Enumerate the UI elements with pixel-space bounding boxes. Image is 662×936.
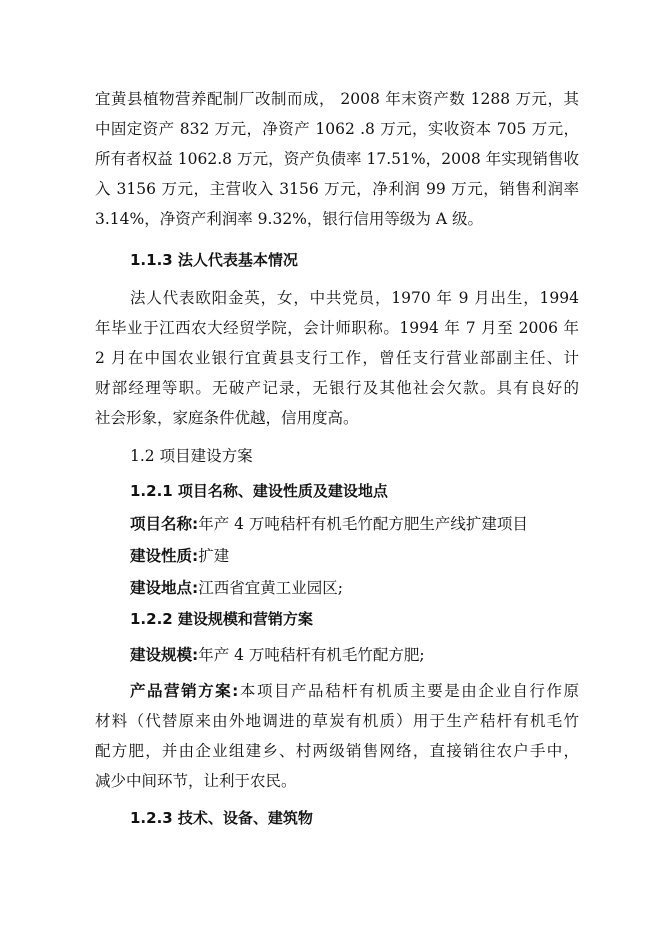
paragraph-line: 年毕业于江西农大经贸学院，会计师职称。1994 年 7 月至 2006 年	[95, 319, 579, 337]
paragraph-line: 减少中间环节，让利于农民。	[95, 772, 297, 790]
paragraph-line: 财部经理等职。无破产记录，无银行及其他社会欠款。具有良好的	[95, 379, 579, 397]
project-name-value: 年产 4 万吨秸杆有机毛竹配方肥生产线扩建项目	[198, 515, 528, 533]
paragraph-line: 宜黄县植物营养配制厂改制而成， 2008 年末资产数 1288 万元，其	[95, 90, 579, 108]
construction-scale-line	[130, 645, 425, 665]
construction-scale-value: 年产 4 万吨秸杆有机毛竹配方肥;	[198, 646, 425, 664]
section-heading-1-2-1: 1.2.1 项目名称、建设性质及建设地点	[130, 482, 388, 500]
construction-location-label: 建设地点:	[130, 579, 199, 597]
construction-scale-label: 建设规模:	[130, 646, 199, 664]
marketing-plan-label: 产品营销方案:	[130, 682, 239, 700]
construction-nature-line	[130, 546, 229, 566]
paragraph-line: 配方肥，并由企业组建乡、村两级销售网络，直接销往农户手中，	[95, 742, 579, 760]
paragraph-line: 入 3156 万元，主营收入 3156 万元，净利润 99 万元，销售利润率	[95, 180, 579, 198]
paragraph-line: 2 月在中国农业银行宜黄县支行工作，曾任支行营业部副主任、计	[95, 349, 579, 367]
paragraph-line: 所有者权益 1062.8 万元，资产负债率 17.51%，2008 年实现销售收	[95, 150, 579, 168]
section-heading-1-1-3: 1.1.3 法人代表基本情况	[130, 251, 298, 269]
marketing-plan-line	[130, 681, 579, 701]
paragraph-line: 材料（代替原来由外地调进的草炭有机质）用于生产秸杆有机毛竹	[95, 712, 579, 730]
paragraph-line: 3.14%，净资产利润率 9.32%，银行信用等级为 A 级。	[95, 210, 483, 228]
section-heading-1-2-2: 1.2.2 建设规模和营销方案	[130, 610, 313, 628]
construction-nature-value: 扩建	[198, 547, 230, 565]
project-name-label: 项目名称:	[130, 515, 199, 533]
paragraph-line: 中固定资产 832 万元，净资产 1062 .8 万元，实收资本 705 万元，	[95, 120, 579, 138]
marketing-plan-text: 本项目产品秸杆有机质主要是由企业自行作原	[238, 682, 579, 700]
project-name-line	[130, 514, 528, 534]
section-heading-1-2-3: 1.2.3 技术、设备、建筑物	[130, 809, 313, 827]
section-heading-1-2: 1.2 项目建设方案	[130, 447, 253, 465]
construction-nature-label: 建设性质:	[130, 547, 199, 565]
paragraph-line: 社会形象，家庭条件优越，信用度高。	[95, 409, 359, 427]
paragraph-line: 法人代表欧阳金英，女，中共党员，1970 年 9 月出生，1994	[130, 289, 579, 307]
construction-location-line	[130, 578, 343, 598]
construction-location-value: 江西省宜黄工业园区;	[198, 579, 343, 597]
